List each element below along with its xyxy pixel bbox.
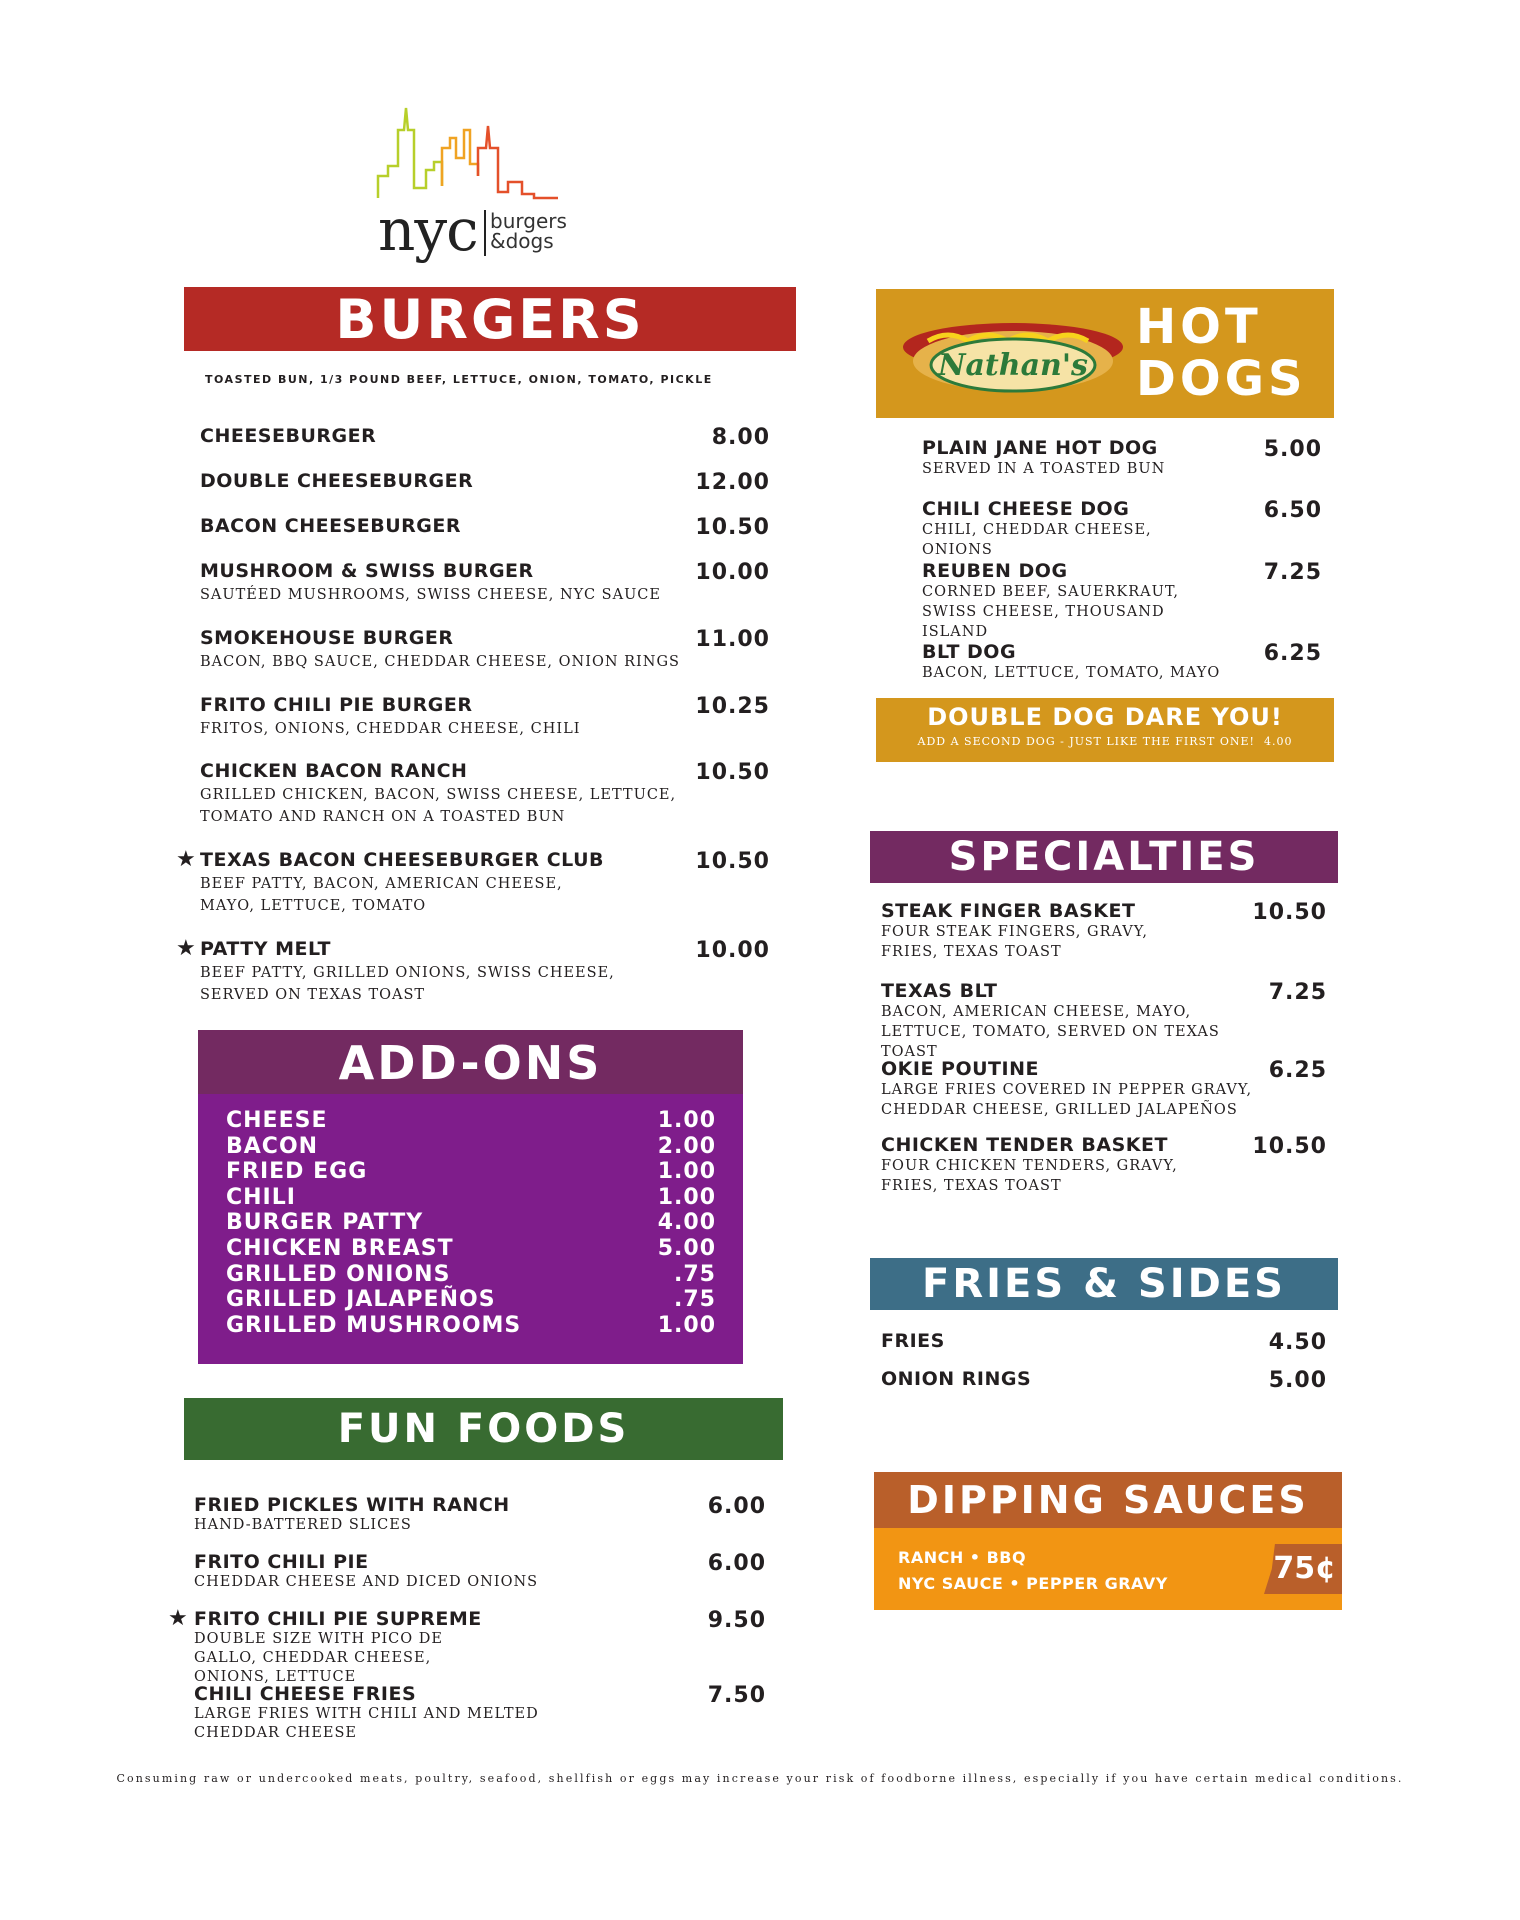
item-name: TEXAS BACON CHEESEBURGER CLUB [200,849,604,871]
item-description: SAUTÉED MUSHROOMS, SWISS CHEESE, NYC SAUCE [200,587,661,603]
addon-row [226,1210,716,1236]
item-price: 10.50 [1252,1134,1327,1159]
item-name: FRITO CHILI PIE SUPREME [194,1608,482,1630]
addon-name: BURGER PATTY [226,1210,424,1236]
footer-disclaimer: Consuming raw or undercooked meats, poultry, seafood, shellfish or eggs may increase your risk of foodborne illness, especially if you have certain medical conditions. [116,1772,1404,1785]
item-description: SERVED IN A TOASTED BUN [922,461,1166,477]
item-description: FOUR STEAK FINGERS, GRAVY, FRIES, TEXAS TOAST [881,924,1149,960]
list-item [922,498,1322,560]
list-item [200,760,770,828]
item-name: FRITO CHILI PIE [194,1551,369,1573]
double-dog-dare-box [876,698,1334,762]
item-price: 6.00 [707,1551,766,1576]
item-description: BACON, BBQ SAUCE, CHEDDAR CHEESE, ONION RINGS [200,654,680,670]
list-item [200,425,770,450]
brand-logo-text: Nathan's [938,348,1088,383]
addon-price: 5.00 [657,1235,716,1261]
item-price: 10.50 [695,849,770,874]
addons-header [198,1030,743,1094]
addon-row [226,1236,716,1262]
list-item [168,1606,766,1687]
burgers-subtitle: TOASTED BUN, 1/3 POUND BEEF, LETTUCE, ONION, TOMATO, PICKLE [205,373,713,386]
item-description: GRILLED CHICKEN, BACON, SWISS CHEESE, LETTUCE, TOMATO AND RANCH ON A TOASTED BUN [200,787,677,825]
item-name: FRIED PICKLES WITH RANCH [194,1494,510,1516]
star-icon: ★ [176,847,196,872]
item-name: DOUBLE CHEESEBURGER [200,470,474,492]
burgers-header [184,287,796,351]
list-item [194,1683,766,1743]
logo-divider [484,210,486,256]
list-item [200,560,770,606]
addon-row [226,1287,716,1313]
item-price: 5.00 [1263,437,1322,462]
item-price: 7.25 [1263,560,1322,585]
item-price: 6.25 [1268,1058,1327,1083]
addon-price: 2.00 [657,1133,716,1159]
item-name: MUSHROOM & SWISS BURGER [200,560,534,582]
item-description: LARGE FRIES WITH CHILI AND MELTED CHEDDAR CHEESE [194,1706,539,1741]
item-description: CHILI, CHEDDAR CHEESE, ONIONS [922,522,1152,558]
addon-price: 1.00 [657,1312,716,1338]
item-price: 5.00 [1268,1368,1327,1393]
item-description: FOUR CHICKEN TENDERS, GRAVY, FRIES, TEXAS TOAST [881,1158,1178,1194]
star-icon: ★ [176,936,196,961]
addon-name: GRILLED MUSHROOMS [226,1312,522,1338]
item-price: 6.00 [707,1494,766,1519]
list-item [922,437,1322,479]
dare-price: 4.00 [1263,735,1293,748]
specialties-title: SPECIALTIES [948,834,1260,880]
sauces-line-1: RANCH • BBQ [898,1548,1027,1567]
restaurant-logo [372,100,572,270]
burgers-title: BURGERS [335,288,645,351]
logo-main-text: nyc [378,196,478,264]
item-name: CHICKEN BACON RANCH [200,760,468,782]
item-price: 11.00 [695,627,770,652]
addon-price: 1.00 [657,1184,716,1210]
logo-sub-burgers: burgers [490,209,567,233]
list-item [922,560,1322,642]
item-price: 12.00 [695,470,770,495]
list-item [194,1494,766,1535]
dare-line [876,734,1334,750]
addon-name: CHEESE [226,1108,328,1133]
dipping-sauces-panel [874,1528,1342,1610]
list-item [176,847,770,917]
item-name: ONION RINGS [881,1368,1032,1390]
item-name: BLT DOG [922,641,1017,663]
addon-row [226,1159,716,1185]
list-item [200,627,770,673]
item-price: 7.25 [1268,980,1327,1005]
fun-foods-header [184,1398,783,1460]
addon-row [226,1134,716,1160]
list-item [881,900,1327,962]
item-price: 4.50 [1268,1330,1327,1355]
addon-name: CHICKEN BREAST [226,1235,454,1261]
list-item [881,1134,1327,1196]
addon-row [226,1108,716,1134]
addon-price: 1.00 [657,1159,716,1185]
item-description: BACON, AMERICAN CHEESE, MAYO, LETTUCE, TOMATO, SERVED ON TEXAS TOAST [881,1004,1220,1060]
item-name: CHICKEN TENDER BASKET [881,1134,1168,1156]
hot-dogs-title-line2: DOGS [1136,351,1307,407]
item-name: REUBEN DOG [922,560,1068,582]
hot-dog-logo-icon [898,299,1128,409]
item-description: CORNED BEEF, SAUERKRAUT, SWISS CHEESE, THOUSAND ISLAND [922,584,1179,640]
fries-sides-header [870,1258,1338,1310]
item-name: BACON CHEESEBURGER [200,515,462,537]
item-price: 6.50 [1263,498,1322,523]
item-price: 10.00 [695,938,770,963]
fries-sides-title: FRIES & SIDES [922,1261,1286,1307]
item-name: PLAIN JANE HOT DOG [922,437,1158,459]
item-name: CHILI CHEESE FRIES [194,1683,417,1705]
item-name: STEAK FINGER BASKET [881,900,1136,922]
item-price: 10.50 [1252,900,1327,925]
list-item [922,641,1322,683]
addon-name: CHILI [226,1184,296,1210]
addon-price: 1.00 [657,1108,716,1133]
list-item [176,936,770,1006]
list-item [881,1330,1327,1355]
item-name: CHILI CHEESE DOG [922,498,1130,520]
item-price: 6.25 [1263,641,1322,666]
item-name: OKIE POUTINE [881,1058,1039,1080]
addon-row [226,1262,716,1288]
item-price: 7.50 [707,1683,766,1708]
fun-foods-title: FUN FOODS [337,1406,630,1452]
item-description: BACON, LETTUCE, TOMATO, MAYO [922,665,1221,681]
item-price: 9.50 [707,1608,766,1633]
list-item [200,470,770,495]
addon-price: .75 [674,1261,716,1287]
list-item [881,980,1327,1062]
skyline-icon [372,100,572,210]
sauces-price: 75¢ [1273,1551,1336,1586]
item-price: 10.50 [695,515,770,540]
addon-name: BACON [226,1133,319,1159]
item-price: 10.00 [695,560,770,585]
addon-price: 4.00 [657,1210,716,1236]
dipping-sauces-header [874,1472,1342,1528]
hot-dogs-title-line1: HOT [1136,299,1262,355]
list-item [881,1058,1327,1120]
item-name: PATTY MELT [200,938,331,960]
item-description: BEEF PATTY, BACON, AMERICAN CHEESE, MAYO, LETTUCE, TOMATO [200,876,563,914]
item-name: CHEESEBURGER [200,425,377,447]
dare-title: DOUBLE DOG DARE YOU! [927,703,1283,731]
list-item [200,515,770,540]
item-description: DOUBLE SIZE WITH PICO DE GALLO, CHEDDAR CHEESE, ONIONS, LETTUCE [194,1631,443,1685]
item-price: 10.50 [695,760,770,785]
item-name: SMOKEHOUSE BURGER [200,627,454,649]
item-name: FRITO CHILI PIE BURGER [200,694,473,716]
item-description: LARGE FRIES COVERED IN PEPPER GRAVY, CHEDDAR CHEESE, GRILLED JALAPEÑOS [881,1082,1253,1118]
item-description: FRITOS, ONIONS, CHEDDAR CHEESE, CHILI [200,721,581,737]
addon-name: FRIED EGG [226,1159,368,1185]
list-item [200,694,770,740]
addon-row [226,1185,716,1211]
item-description: CHEDDAR CHEESE AND DICED ONIONS [194,1574,539,1590]
star-icon: ★ [168,1606,188,1631]
list-item [194,1551,766,1592]
logo-sub-dogs: &dogs [490,229,554,253]
sauces-line-2: NYC SAUCE • PEPPER GRAVY [898,1574,1168,1593]
list-item [881,1368,1327,1393]
specialties-header [870,831,1338,883]
addon-price: .75 [674,1287,716,1313]
addons-title: ADD-ONS [338,1036,603,1090]
addon-row [226,1313,716,1339]
item-description: BEEF PATTY, GRILLED ONIONS, SWISS CHEESE, SERVED ON TEXAS TOAST [200,965,615,1003]
addons-list [226,1108,716,1338]
item-name: TEXAS BLT [881,980,998,1002]
addons-panel [198,1094,743,1364]
item-price: 10.25 [695,694,770,719]
addon-name: GRILLED JALAPEÑOS [226,1287,496,1313]
hot-dogs-header [876,289,1334,418]
dipping-sauces-title: DIPPING SAUCES [907,1478,1309,1522]
item-description: HAND-BATTERED SLICES [194,1517,412,1533]
dare-description: ADD A SECOND DOG - JUST LIKE THE FIRST ONE! [917,735,1255,748]
item-price: 8.00 [711,425,770,450]
addon-name: GRILLED ONIONS [226,1261,451,1287]
item-name: FRIES [881,1330,945,1352]
